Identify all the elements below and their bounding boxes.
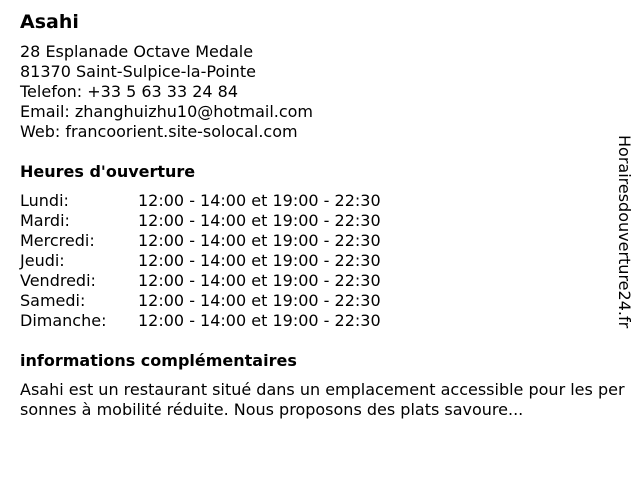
address-city: 81370 Saint-Sulpice-la-Pointe xyxy=(20,62,256,81)
hours-row-jeudi xyxy=(20,251,620,271)
hours-day: Dimanche: xyxy=(20,311,107,330)
hours-row-mercredi xyxy=(20,231,620,251)
hours-time: 12:00 - 14:00 et 19:00 - 22:30 xyxy=(138,291,381,310)
hours-time: 12:00 - 14:00 et 19:00 - 22:30 xyxy=(138,211,381,230)
hours-day: Mardi: xyxy=(20,211,70,230)
side-brand-watermark: Horairesdouverture24.fr xyxy=(615,135,634,329)
hours-time: 12:00 - 14:00 et 19:00 - 22:30 xyxy=(138,231,381,250)
email-line: Email: zhanghuizhu10@hotmail.com xyxy=(20,102,314,121)
hours-day: Lundi: xyxy=(20,191,69,210)
business-name: Asahi xyxy=(20,11,79,33)
address-street: 28 Esplanade Octave Medale xyxy=(20,42,254,61)
info-text: Asahi est un restaurant situé dans un emplacement accessible pour les personnes à mobilité réduite. Nous proposons des plats savoure... xyxy=(20,380,625,419)
hours-row-samedi xyxy=(20,291,620,311)
web-line: Web: francoorient.site-solocal.com xyxy=(20,122,298,141)
hours-day: Vendredi: xyxy=(20,271,96,290)
hours-table xyxy=(20,191,620,331)
hours-heading: Heures d'ouverture xyxy=(20,162,196,181)
info-heading: informations complémentaires xyxy=(20,351,297,370)
hours-row-lundi xyxy=(20,191,620,211)
hours-row-dimanche xyxy=(20,311,620,331)
phone-line: Telefon: +33 5 63 33 24 84 xyxy=(20,82,239,101)
hours-time: 12:00 - 14:00 et 19:00 - 22:30 xyxy=(138,311,381,330)
hours-day: Mercredi: xyxy=(20,231,95,250)
hours-row-vendredi xyxy=(20,271,620,291)
hours-day: Jeudi: xyxy=(20,251,65,270)
hours-row-mardi xyxy=(20,211,620,231)
hours-time: 12:00 - 14:00 et 19:00 - 22:30 xyxy=(138,271,381,290)
hours-time: 12:00 - 14:00 et 19:00 - 22:30 xyxy=(138,191,381,210)
hours-time: 12:00 - 14:00 et 19:00 - 22:30 xyxy=(138,251,381,270)
hours-day: Samedi: xyxy=(20,291,86,310)
